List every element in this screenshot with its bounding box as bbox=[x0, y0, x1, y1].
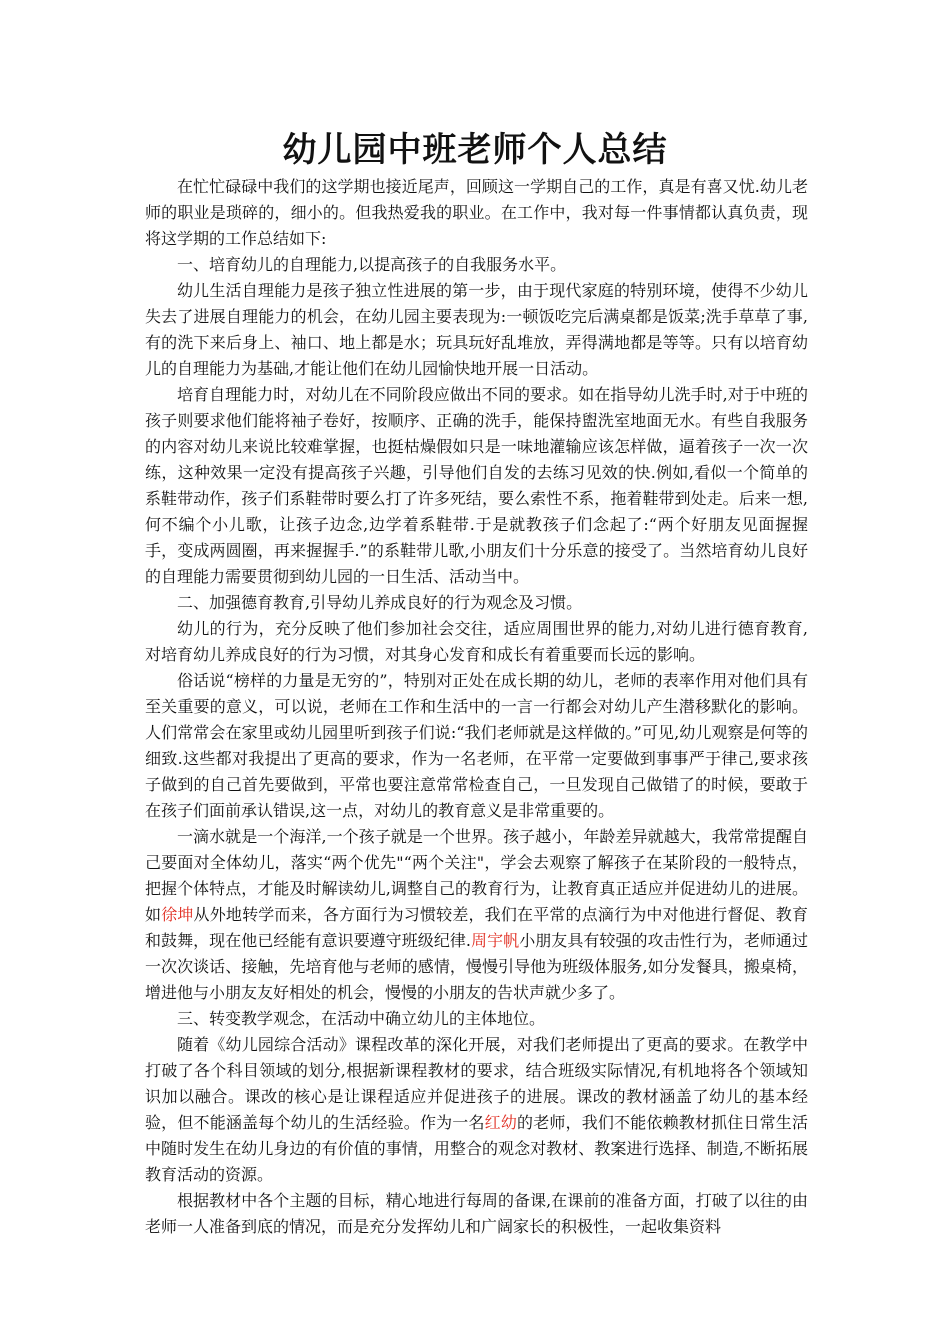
paragraph-text: 三、转变教学观念，在活动中确立幼儿的主体地位。 bbox=[177, 1009, 546, 1028]
paragraph-text: 随着《幼儿园综合活动》课程改革的深化开展，对我们老师提出了更高的要求。在教学中打破了各个科目领域的划分,根据新课程教材的要求，结合班级实际情况,有机地将各个领域知识加以融合。课改的核心是让课程适应并促进孩子的进展。课改的教材涵盖了幼儿的基本经验，但不能涵盖每个幼儿的生活经验。作为一名 bbox=[145, 1035, 808, 1132]
paragraph-text: 一滴水就是一个海洋,一个孩子就是一个世界。孩子越小，年龄差异就越大，我常常提醒自己要面对全体幼儿，落实“两个优先"“两个关注"，学会去观察了解孩子在某阶段的一般特点，把握个体特点，才能及时解读幼儿,调整自己的教育行为，让教育真正适应并促进幼儿的进展。如 bbox=[145, 827, 808, 924]
paragraph-text: 俗话说“榜样的力量是无穷的”，特别对正处在成长期的幼儿，老师的表率作用对他们具有至关重要的意义，可以说，老师在工作和生活中的一言一行都会对幼儿产生潜移默化的影响。人们常常会在家里或幼儿园里听到孩子们说:“我们老师就是这样做的。”可见,幼儿观察是何等的细致.这些都对我提出了更高的要求，作为一名老师，在平常一定要做到事事严于律己,要求孩子做到的自己首先要做到，平常也要注意常常检查自己，一旦发现自己做错了的时候，要敢于在孩子们面前承认错误,这一点，对幼儿的教育意义是非常重要的。 bbox=[145, 671, 808, 820]
paragraph-text: 培育自理能力时，对幼儿在不同阶段应做出不同的要求。如在指导幼儿洗手时,对于中班的孩子则要求他们能将袖子卷好，按顺序、正确的洗手，能保持盥洗室地面无水。有些自我服务的内容对幼儿来说比较难掌握，也挺枯燥假如只是一味地灌输应该怎样做，逼着孩子一次一次练，这种效果一定没有提高孩子兴趣，引导他们自发的去练习见效的快.例如,看似一个简单的系鞋带动作，孩子们系鞋带时要么打了许多死结，要么索性不系，拖着鞋带到处走。后来一想,何不编个小儿歌，让孩子边念,边学着系鞋带.于是就教孩子们念起了:“两个好朋友见面握握手，变成两圆圈，再来握握手.”的系鞋带儿歌,小朋友们十分乐意的接受了。当然培育幼儿良好的自理能力需要贯彻到幼儿园的一日生活、活动当中。 bbox=[145, 385, 808, 586]
paragraph bbox=[145, 252, 808, 278]
paragraph bbox=[145, 1006, 808, 1032]
paragraph-text: 从外地转学而来，各方面行为习惯较差，我们在平常的点滴行为中对他进行督促、教育和鼓舞，现在他已经能有意识要遵守班级纪律. bbox=[145, 905, 808, 950]
highlighted-name: 红幼 bbox=[484, 1113, 518, 1132]
paragraph bbox=[145, 382, 808, 590]
document-title: 幼儿园中班老师个人总结 bbox=[282, 130, 668, 170]
highlighted-name: 徐坤 bbox=[161, 905, 194, 924]
paragraph-text: 二、加强德育教育,引导幼儿养成良好的行为观念及习惯。 bbox=[177, 593, 583, 612]
paragraph bbox=[145, 668, 808, 824]
paragraph bbox=[145, 1188, 808, 1240]
paragraph-text: 幼儿的行为，充分反映了他们参加社会交往，适应周围世界的能力,对幼儿进行德育教育,对培育幼儿养成良好的行为习惯，对其身心发育和成长有着重要而长远的影响。 bbox=[145, 619, 808, 664]
paragraph bbox=[145, 616, 808, 668]
document-body bbox=[145, 174, 808, 1240]
paragraph bbox=[145, 278, 808, 382]
paragraph bbox=[145, 1032, 808, 1188]
paragraph bbox=[145, 174, 808, 252]
paragraph-text: 根据教材中各个主题的目标，精心地进行每周的备课,在课前的准备方面，打破了以往的由老师一人准备到底的情况，而是充分发挥幼儿和广阔家长的积极性，一起收集资料 bbox=[145, 1191, 808, 1236]
paragraph-text: 在忙忙碌碌中我们的这学期也接近尾声，回顾这一学期自己的工作，真是有喜又忧.幼儿老师的职业是琐碎的，细小的。但我热爱我的职业。在工作中，我对每一件事情都认真负责，现将这学期的工作总结如下: bbox=[145, 177, 808, 248]
paragraph bbox=[145, 824, 808, 1006]
paragraph-text: 的老师，我们不能依赖教材抓住日常生活中随时发生在幼儿身边的有价值的事情，用整合的观念对教材、教案进行选择、制造,不断拓展教育活动的资源。 bbox=[145, 1113, 808, 1184]
paragraph-text: 小朋友具有较强的攻击性行为，老师通过一次次谈话、接触，先培育他与老师的感情，慢慢引导他为班级体服务,如分发餐具，搬桌椅，增进他与小朋友友好相处的机会，慢慢的小朋友的告状声就少多了。 bbox=[145, 931, 808, 1002]
paragraph-text: 幼儿生活自理能力是孩子独立性进展的第一步，由于现代家庭的特别环境，使得不少幼儿失去了进展自理能力的机会，在幼儿园主要表现为:一顿饭吃完后满桌都是饭菜;洗手草草了事,有的洗下来后身上、袖口、地上都是水；玩具玩好乱堆放，弄得满地都是等等。只有以培育幼儿的自理能力为基础,才能让他们在幼儿园愉快地开展一日活动。 bbox=[145, 281, 808, 378]
highlighted-name: 周宇帆 bbox=[471, 931, 520, 950]
paragraph-text: 一、培育幼儿的自理能力,以提高孩子的自我服务水平。 bbox=[177, 255, 567, 274]
paragraph bbox=[145, 590, 808, 616]
